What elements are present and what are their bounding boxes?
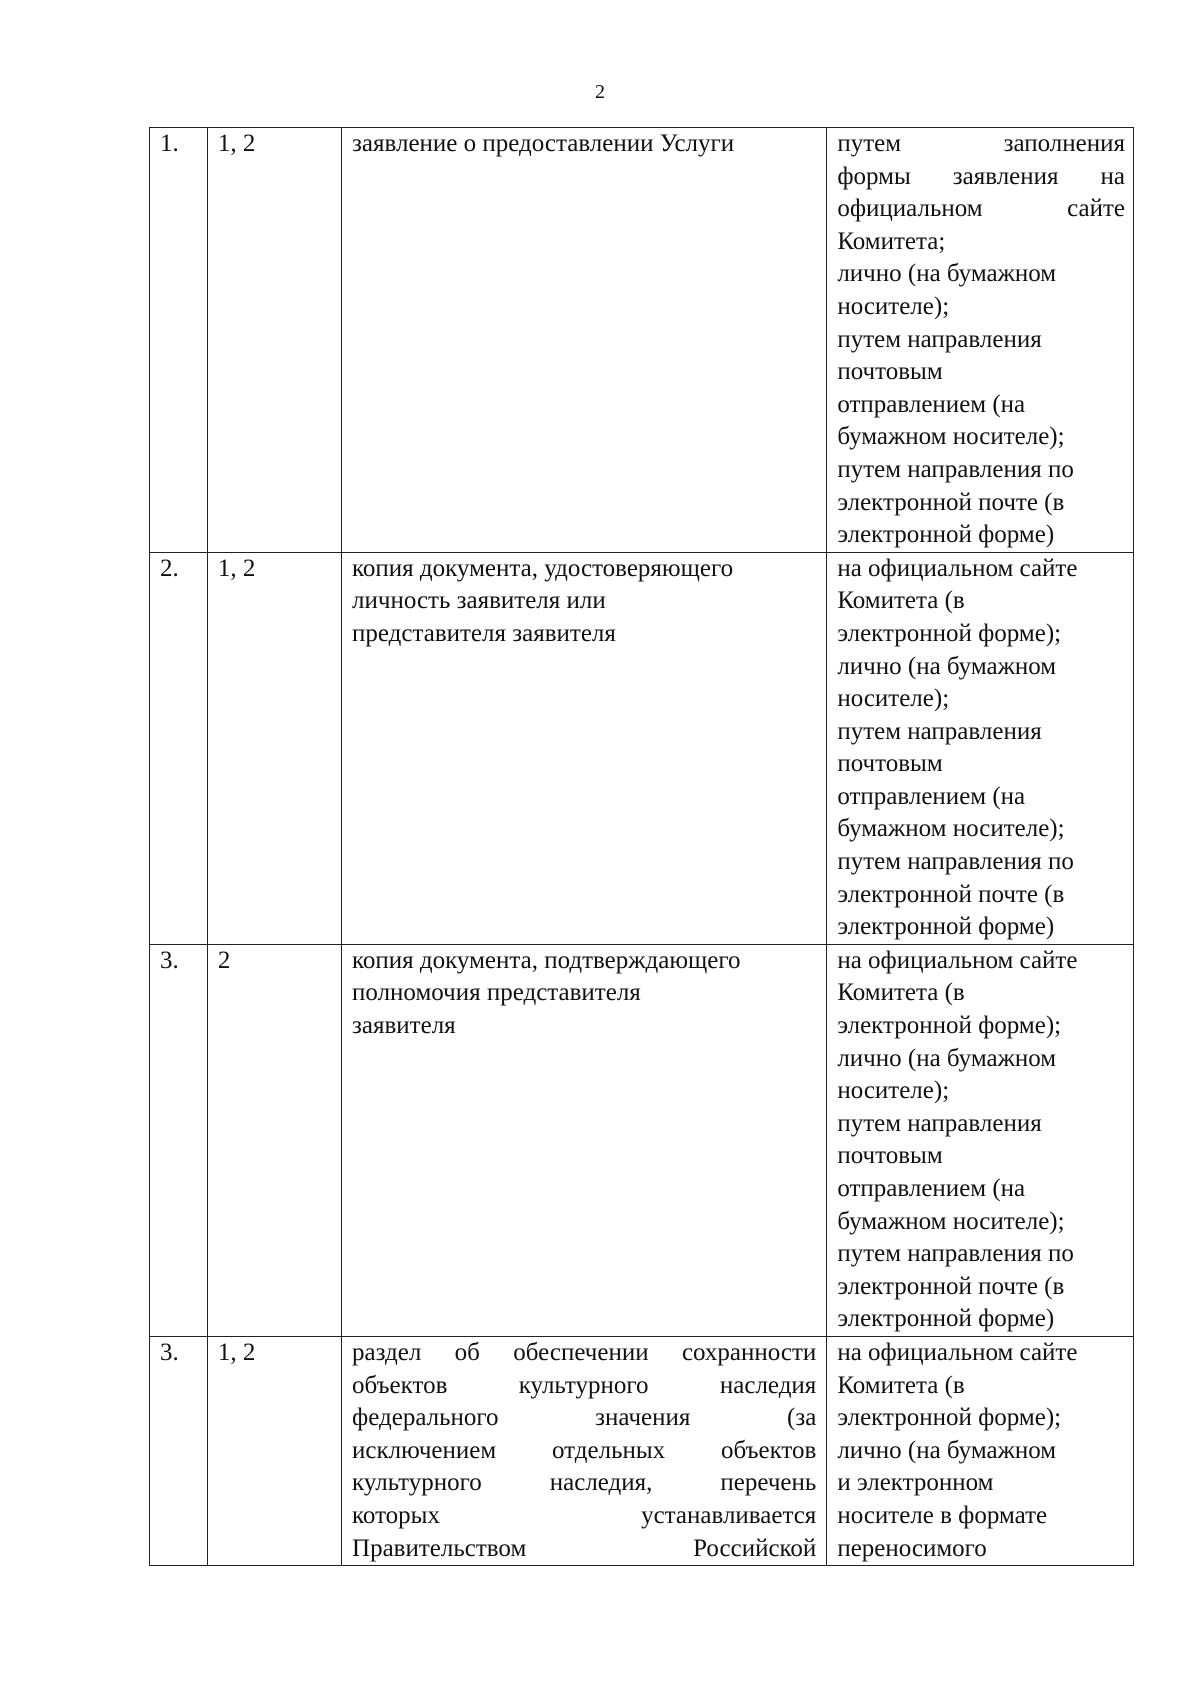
method-text-line: на официальном сайте: [837, 1338, 1078, 1366]
method-text-line: и электронном: [837, 1469, 994, 1497]
method-text-line: электронной форме): [837, 1305, 1055, 1333]
method-text-line: путем направления: [837, 325, 1042, 353]
method-text-line: Комитета (в: [837, 587, 965, 615]
document-text-line: раздел об обеспечении сохранности: [352, 1338, 817, 1366]
method-text-line: электронной почте (в: [837, 1272, 1065, 1300]
applicant-categories: 1, 2: [217, 1338, 256, 1366]
method-text-line: электронной почте (в: [837, 488, 1065, 516]
page-number: 2: [595, 81, 605, 103]
method-text-line: носителе в формате: [837, 1501, 1048, 1529]
table-row: [150, 944, 1134, 1336]
method-text-line: переносимого: [837, 1534, 987, 1562]
submission-method-cell: [827, 944, 1134, 1336]
document-text-line: объектов культурного наследия: [352, 1371, 817, 1399]
document-text-line: культурного наследия, перечень: [352, 1469, 817, 1497]
document-text-line: копия документа, удостоверяющего: [352, 554, 734, 582]
row-number-cell: [150, 128, 208, 553]
submission-method-cell: [827, 128, 1134, 553]
method-text-line: электронной форме);: [837, 619, 1062, 647]
method-text-line: отправлением (на: [837, 1175, 1026, 1202]
method-text-line: бумажном носителе);: [837, 423, 1065, 451]
method-text-line: на официальном сайте: [837, 554, 1078, 582]
row-number-cell: [150, 944, 208, 1336]
document-text-line: полномочия представителя: [352, 979, 641, 1007]
method-text-line: лично (на бумажном: [837, 260, 1057, 288]
document-cell: [342, 128, 827, 553]
table-row: [150, 1336, 1134, 1565]
applicant-categories: 1, 2: [217, 130, 256, 157]
row-number: 3.: [160, 946, 179, 974]
document-text-line: копия документа, подтверждающего: [352, 946, 741, 974]
applicant-categories: 1, 2: [217, 554, 256, 582]
method-text-line: официальном сайте: [837, 195, 1125, 223]
method-text-line: электронной форме): [837, 913, 1055, 941]
method-text-line: почтовым: [837, 358, 943, 386]
method-text-line: бумажном носителе);: [837, 815, 1065, 843]
method-text-line: путем направления: [837, 717, 1042, 745]
document-text-line: которых устанавливается: [352, 1501, 817, 1529]
applicant-cell: [207, 552, 341, 944]
document-text-line: представителя заявителя: [352, 619, 616, 647]
method-text-line: формы заявления на: [837, 162, 1125, 190]
method-text-line: лично (на бумажном: [837, 652, 1057, 680]
document-cell: [342, 944, 827, 1336]
method-text-line: отправлением (на: [837, 390, 1026, 418]
submission-method-cell: [827, 552, 1134, 944]
method-text-line: путем направления: [837, 1109, 1042, 1137]
method-text-line: почтовым: [837, 750, 943, 778]
method-text-line: почтовым: [837, 1142, 943, 1170]
applicant-cell: [207, 944, 341, 1336]
applicant-categories: 2: [217, 946, 231, 974]
method-text-line: бумажном носителе);: [837, 1207, 1065, 1235]
method-text-line: лично (на бумажном: [837, 1436, 1057, 1464]
document-text-line: Правительством Российской: [352, 1534, 817, 1562]
method-text-line: электронной почте (в: [837, 880, 1065, 908]
document-text-line: заявление о предоставлении Услуги: [352, 130, 735, 157]
row-number: 3.: [160, 1338, 179, 1366]
table-row: [150, 128, 1134, 553]
method-text-line: путем направления по: [837, 1240, 1074, 1268]
row-number: 2.: [160, 554, 179, 582]
row-number-cell: [150, 552, 208, 944]
row-number-cell: [150, 1336, 208, 1565]
document-cell: [342, 1336, 827, 1565]
method-text-line: Комитета;: [837, 227, 946, 255]
documents-table: [149, 127, 1134, 1566]
applicant-cell: [207, 1336, 341, 1565]
applicant-cell: [207, 128, 341, 553]
method-text-line: носителе);: [837, 685, 950, 713]
method-text-line: отправлением (на: [837, 782, 1026, 810]
method-text-line: путем направления по: [837, 848, 1074, 876]
document-text-line: личность заявителя или: [352, 587, 606, 615]
method-text-line: Комитета (в: [837, 1371, 965, 1399]
method-text-line: путем заполнения: [837, 130, 1125, 157]
method-text-line: электронной форме): [837, 521, 1055, 549]
method-text-line: Комитета (в: [837, 979, 965, 1007]
method-text-line: путем направления по: [837, 455, 1074, 483]
method-text-line: носителе);: [837, 1077, 950, 1105]
document-cell: [342, 552, 827, 944]
document-text-line: федерального значения (за: [352, 1404, 817, 1432]
method-text-line: лично (на бумажном: [837, 1044, 1057, 1072]
method-text-line: носителе);: [837, 292, 950, 320]
submission-method-cell: [827, 1336, 1134, 1565]
method-text-line: на официальном сайте: [837, 946, 1078, 974]
row-number: 1.: [160, 130, 179, 157]
table-row: [150, 552, 1134, 944]
method-text-line: электронной форме);: [837, 1404, 1062, 1432]
method-text-line: электронной форме);: [837, 1012, 1062, 1040]
document-text-line: заявителя: [352, 1012, 456, 1040]
document-text-line: исключением отдельных объектов: [352, 1436, 817, 1464]
